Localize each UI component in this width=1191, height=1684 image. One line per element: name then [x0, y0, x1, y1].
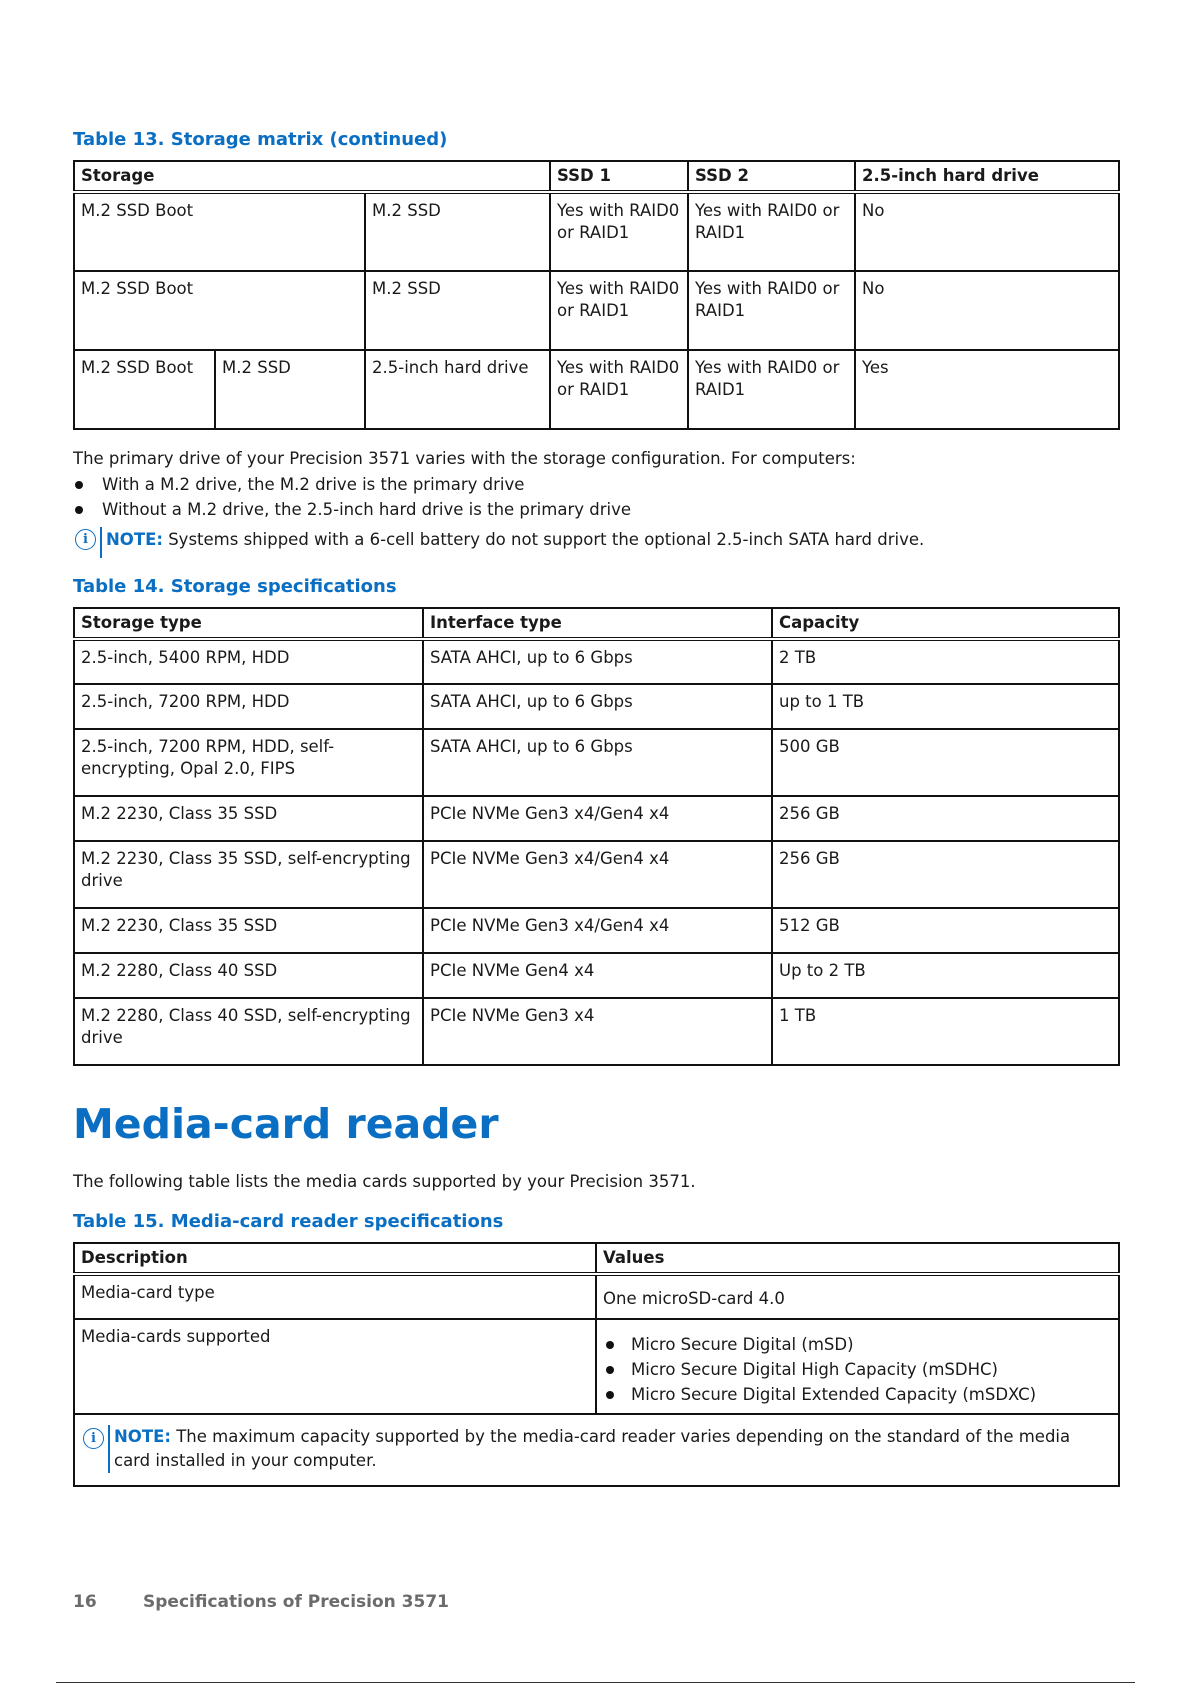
table-row [74, 1274, 1119, 1319]
cell: Yes with RAID0 or RAID1 [688, 271, 855, 350]
cell: M.2 SSD Boot [74, 192, 365, 271]
note-divider [108, 1425, 110, 1473]
cell: PCIe NVMe Gen3 x4/Gen4 x4 [423, 796, 772, 841]
table-header-row [74, 1243, 1119, 1274]
cell: Media-card type [74, 1274, 596, 1319]
cell: M.2 2280, Class 40 SSD, self-encrypting drive [74, 998, 423, 1065]
cell: PCIe NVMe Gen3 x4/Gen4 x4 [423, 908, 772, 953]
note-label: NOTE: [106, 530, 163, 549]
cell: PCIe NVMe Gen3 x4 [423, 998, 772, 1065]
cell: PCIe NVMe Gen3 x4/Gen4 x4 [423, 841, 772, 908]
cell: 2.5-inch hard drive [365, 350, 550, 429]
note-cell [74, 1414, 1119, 1486]
primary-drive-list [73, 472, 631, 522]
cell: 2.5-inch, 5400 RPM, HDD [74, 639, 423, 684]
table-row [74, 271, 1119, 350]
table-row [74, 998, 1119, 1065]
capacity-note [83, 1425, 1110, 1473]
cell: 1 TB [772, 998, 1119, 1065]
list-item: With a M.2 drive, the M.2 drive is the primary drive [73, 472, 631, 497]
page-footer [73, 1592, 449, 1612]
note-divider [100, 527, 102, 558]
list-item: Micro Secure Digital High Capacity (mSDHC) [603, 1357, 1112, 1382]
media-card-table [73, 1242, 1120, 1487]
cell: SATA AHCI, up to 6 Gbps [423, 639, 772, 684]
cell: Yes with RAID0 or RAID1 [550, 192, 688, 271]
cell: Yes [855, 350, 1119, 429]
header-storage: Storage [74, 161, 550, 192]
cell: M.2 2230, Class 35 SSD [74, 796, 423, 841]
cell: M.2 2230, Class 35 SSD [74, 908, 423, 953]
table-row [74, 1414, 1119, 1486]
list-item: Micro Secure Digital Extended Capacity (mSDXC) [603, 1382, 1112, 1407]
list-item: Without a M.2 drive, the 2.5-inch hard drive is the primary drive [73, 497, 631, 522]
cell: up to 1 TB [772, 684, 1119, 729]
table-row [74, 350, 1119, 429]
table-row [74, 639, 1119, 684]
primary-drive-text: The primary drive of your Precision 3571 varies with the storage configuration. For computers: [73, 449, 856, 468]
cell: No [855, 271, 1119, 350]
storage-specifications-table [73, 607, 1120, 1066]
cell: Yes with RAID0 or RAID1 [550, 350, 688, 429]
header-hdd: 2.5-inch hard drive [855, 161, 1119, 192]
cell: SATA AHCI, up to 6 Gbps [423, 729, 772, 796]
note-label: NOTE: [114, 1427, 171, 1446]
cell: M.2 SSD [365, 192, 550, 271]
cell: One microSD-card 4.0 [596, 1274, 1119, 1319]
table-row [74, 841, 1119, 908]
table15-caption: Table 15. Media-card reader specifications [73, 1211, 504, 1232]
list-item: Micro Secure Digital (mSD) [603, 1332, 1112, 1357]
cell: SATA AHCI, up to 6 Gbps [423, 684, 772, 729]
cell: 2.5-inch, 7200 RPM, HDD [74, 684, 423, 729]
table-row [74, 953, 1119, 998]
cell: 500 GB [772, 729, 1119, 796]
page-number: 16 [73, 1592, 97, 1612]
cell: M.2 SSD Boot [74, 350, 215, 429]
cell: Yes with RAID0 or RAID1 [688, 350, 855, 429]
storage-matrix-table [73, 160, 1120, 430]
cell: M.2 SSD [215, 350, 365, 429]
header-capacity: Capacity [772, 608, 1119, 639]
media-cards-list [603, 1332, 1112, 1407]
cell: No [855, 192, 1119, 271]
header-interface-type: Interface type [423, 608, 772, 639]
note-text [114, 1425, 1110, 1473]
table-row [74, 796, 1119, 841]
bottom-rule [56, 1682, 1135, 1683]
table14-caption: Table 14. Storage specifications [73, 576, 397, 597]
cell: Up to 2 TB [772, 953, 1119, 998]
cell [596, 1319, 1119, 1414]
info-icon: i [83, 1428, 104, 1449]
header-values: Values [596, 1243, 1119, 1274]
cell: 512 GB [772, 908, 1119, 953]
note-body: Systems shipped with a 6-cell battery do not support the optional 2.5-inch SATA hard drive. [162, 530, 925, 549]
cell: 2.5-inch, 7200 RPM, HDD, self-encrypting, Opal 2.0, FIPS [74, 729, 423, 796]
table13-caption: Table 13. Storage matrix (continued) [73, 129, 448, 150]
cell: Yes with RAID0 or RAID1 [550, 271, 688, 350]
cell: 256 GB [772, 796, 1119, 841]
battery-note [75, 527, 924, 558]
table-row [74, 192, 1119, 271]
table-header-row [74, 161, 1119, 192]
cell: Yes with RAID0 or RAID1 [688, 192, 855, 271]
table-row [74, 1319, 1119, 1414]
header-ssd1: SSD 1 [550, 161, 688, 192]
cell: 2 TB [772, 639, 1119, 684]
cell: M.2 SSD [365, 271, 550, 350]
header-ssd2: SSD 2 [688, 161, 855, 192]
table-row [74, 684, 1119, 729]
cell: PCIe NVMe Gen4 x4 [423, 953, 772, 998]
section-intro: The following table lists the media cards supported by your Precision 3571. [73, 1172, 696, 1191]
header-description: Description [74, 1243, 596, 1274]
section-title: Media-card reader [73, 1100, 499, 1148]
cell: 256 GB [772, 841, 1119, 908]
footer-title: Specifications of Precision 3571 [143, 1592, 449, 1612]
cell: M.2 2280, Class 40 SSD [74, 953, 423, 998]
cell: M.2 SSD Boot [74, 271, 365, 350]
cell: M.2 2230, Class 35 SSD, self-encrypting drive [74, 841, 423, 908]
note-body: The maximum capacity supported by the media-card reader varies depending on the standard of the media card installed in your computer. [114, 1427, 1071, 1470]
note-text [106, 527, 924, 553]
table-row [74, 908, 1119, 953]
table-row [74, 729, 1119, 796]
header-storage-type: Storage type [74, 608, 423, 639]
info-icon: i [75, 529, 96, 550]
table-header-row [74, 608, 1119, 639]
cell: Media-cards supported [74, 1319, 596, 1414]
